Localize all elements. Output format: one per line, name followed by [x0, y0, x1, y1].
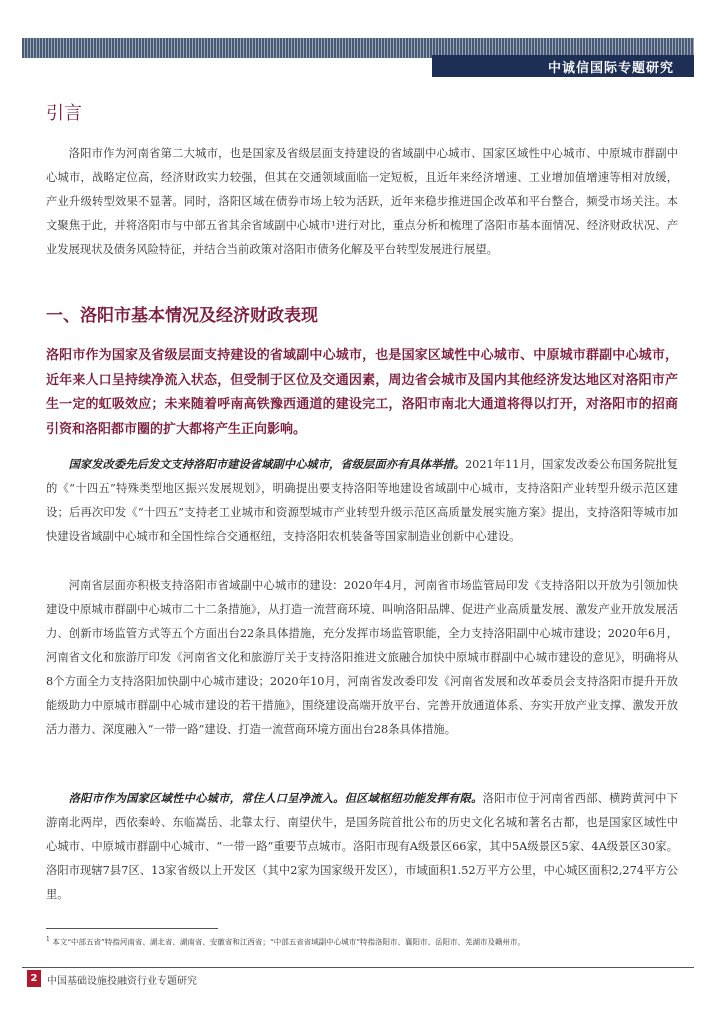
footer-text: 中国基础设施投融资行业专题研究 — [47, 976, 197, 987]
footnote — [46, 936, 686, 948]
page-number: 2 — [27, 970, 41, 987]
paragraph-1-lead: 国家发改委先后发文支持洛阳市建设省域副中心城市，省级层面亦有具体举措。 — [68, 457, 465, 471]
intro-paragraph: 洛阳市作为河南省第二大城市，也是国家及省级层面支持建设的省域副中心城市、国家区域性中心城市、中原城市群副中心城市，战略定位高，经济财政实力较强，但其在交通领域面临一定短板，且近年来经济增速、工业增加值增速等相对放缓，产业升级转型效果不显著。同时，洛阳区域在债券市场上较为活跃，近年来稳步推进国企改革和平台整合，频受市场关注。本文聚焦于此，并将洛阳市与中部五省其余省域副中心城市¹进行对比，重点分析和梳理了洛阳市基本面情况、经济财政状况、产业发展现状及债务风险特征，并结合当前政策对洛阳市债务化解及平台转型发展进行展望。 — [46, 147, 678, 256]
section-title: 一、洛阳市基本情况及经济财政表现 — [46, 306, 318, 326]
header-title: 中诚信国际专题研究 — [547, 61, 674, 76]
footer-divider — [22, 967, 694, 968]
footnote-mark: 1 — [46, 936, 50, 943]
paragraph-3-body: 洛阳市位于河南省西部、横跨黄河中下游南北两岸，西依秦岭、东临嵩岳、北靠太行、南望伏牛，是国务院首批公布的历史文化名城和著名古都，也是国家区域性中心城市、中原城市群副中心城市、“一带一路”重要节点城市。洛阳市现有A级景区66家，其中5A级景区5家、4A级景区30家。洛阳市现辖7县7区、13家省级以上开发区（其中2家为国家级开发区），市域面积1.52万平方公里，中心城区面积2,274平方公里。 — [46, 792, 678, 901]
paragraph-2: 河南省层面亦积极支持洛阳市省域副中心城市的建设：2020年4月，河南省市场监管局印发《支持洛阳以开放为引领加快建设中原城市群副中心城市二十二条措施》，从打造一流营商环境、叫响洛阳品牌、促进产业高质量发展、激发产业开放发展活力、创新市场监管方式等五个方面出台22条具体措施，充分发挥市场监管职能，全力支持洛阳副中心城市建设；2020年6月，河南省文化和旅游厅印发《河南省文化和旅游厅关于支持洛阳推进文旅融合加快中原城市群副中心城市建设的意见》，明确将从8个方面全力支持洛阳加快副中心城市建设；2020年10月，河南省发改委印发《河南省发展和改革委员会支持洛阳市提升开放能级助力中原城市群副中心城市建设的若干措施》，围绕建设高端开放平台、完善开放通道体系、夯实开放产业支撑、激发开放活力潜力、深度融入“一带一路”建设、打造一流营商环境方面出台28条具体措施。 — [46, 579, 678, 736]
footnote-text: 本文“中部五省”特指河南省、湖北省、湖南省、安徽省和江西省；“中部五省省域副中心城市”特指洛阳市、襄阳市、岳阳市、芜湖市及赣州市。 — [49, 937, 526, 947]
section-summary: 洛阳市作为国家及省级层面支持建设的省域副中心城市，也是国家区域性中心城市、中原城市群副中心城市，近年来人口呈持续净流入状态，但受制于区位及交通因素，周边省会城市及国内其他经济发达地区对洛阳市产生一定的虹吸效应；未来随着呼南高铁豫西通道的建设完工，洛阳市南北大通道将得以打开，对洛阳市的招商引资和洛阳都市圈的扩大都将产生正向影响。 — [46, 348, 678, 437]
footnote-divider — [46, 928, 218, 929]
header-title-box — [432, 55, 694, 77]
paragraph-3-lead: 洛阳市作为国家区域性中心城市，常住人口呈净流入。但区域枢纽功能发挥有限。 — [68, 791, 483, 805]
intro-title: 引言 — [46, 103, 82, 124]
page-header — [22, 38, 694, 76]
paragraph-1 — [46, 452, 678, 549]
paragraph-3 — [46, 786, 678, 907]
paragraph-1-body: 2021年11月，国家发改委公布国务院批复的《“十四五”特殊类型地区振兴发展规划》，明确提出要支持洛阳等地建设省域副中心城市，支持洛阳产业转型升级示范区建设；后再次印发《“十四五”支持老工业城市和资源型城市产业转型升级示范区高质量发展实施方案》提出，支持洛阳等城市加快建设省域副中心城市和全国性综合交通枢纽，支持洛阳农机装备等国家制造业创新中心建设。 — [46, 458, 678, 543]
